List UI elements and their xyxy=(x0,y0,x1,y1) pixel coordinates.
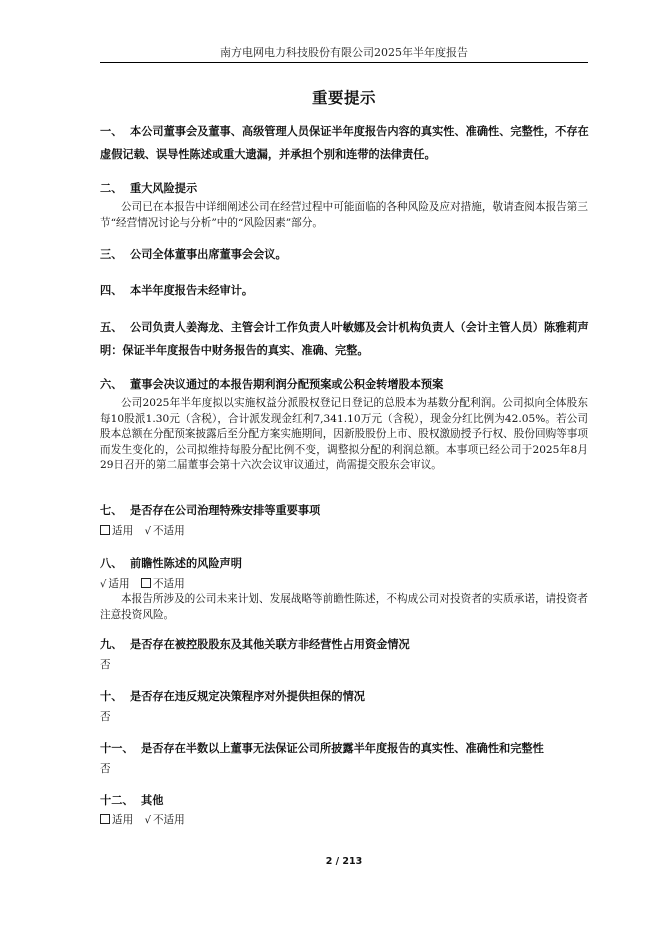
section-title: 是否存在公司治理特殊安排等重要事项 xyxy=(130,503,321,517)
section-9-heading xyxy=(100,634,592,654)
option-label: 不适用 xyxy=(152,814,185,826)
section-10-heading xyxy=(100,686,592,706)
empty-checkbox-icon xyxy=(100,814,110,824)
section-number: 十、 xyxy=(100,689,123,703)
section-number: 十一、 xyxy=(100,741,134,755)
section-text: 公司负责人姜海龙、主管会计工作负责人叶敏娜及会计机构负责人（会计主管人员）陈雅莉声明：保证半年度报告中财务报告的真实、准确、完整。 xyxy=(100,320,589,357)
option-applicable xyxy=(100,812,133,828)
checkmark-icon: √ xyxy=(144,815,151,826)
section-number: 三、 xyxy=(100,247,123,261)
section-title: 公司全体董事出席董事会会议。 xyxy=(130,247,287,261)
empty-checkbox-icon xyxy=(141,578,151,588)
option-applicable xyxy=(100,576,130,593)
section-title: 董事会决议通过的本报告期利润分配预案或公积金转增股本预案 xyxy=(130,377,444,391)
section-number: 四、 xyxy=(100,283,123,297)
option-not-applicable xyxy=(141,576,185,592)
section-2-body: 公司已在本报告中详细阐述公司在经营过程中可能面临的各种风险及应对措施，敬请查阅本报告第三节“经营情况讨论与分析”中的“风险因素”部分。 xyxy=(100,201,588,229)
section-8-heading xyxy=(100,553,592,573)
checkmark-icon: √ xyxy=(100,579,107,590)
section-title: 重大风险提示 xyxy=(130,181,198,195)
option-label: 适用 xyxy=(112,814,134,826)
section-6-heading xyxy=(100,374,592,394)
section-title: 是否存在违反规定决策程序对外提供担保的情况 xyxy=(130,689,365,703)
section-12-options xyxy=(100,812,193,829)
section-title: 前瞻性陈述的风险声明 xyxy=(130,556,242,570)
section-1 xyxy=(100,120,592,166)
section-text: 本公司董事会及董事、高级管理人员保证半年度报告内容的真实性、准确性、完整性，不存在虚假记载、误导性陈述或重大遗漏，并承担个别和连带的法律责任。 xyxy=(100,124,589,161)
option-applicable xyxy=(100,523,133,539)
section-number: 六、 xyxy=(100,377,123,391)
section-title: 其他 xyxy=(141,793,164,807)
section-9-answer: 否 xyxy=(100,659,111,671)
section-12-heading xyxy=(100,790,592,810)
option-label: 不适用 xyxy=(152,525,185,537)
section-6-body: 公司2025年半年度拟以实施权益分派股权登记日登记的总股本为基数分配利润。公司拟向全体股东每10股派1.30元（含税），合计派发现金红利7,341.10万元（含税），现金分红比例为42.05%。若公司股本总额在分配预案披露后至分配方案实施期间，因新股股份上市、股权激励授予行权、股份回购等事项而发生变化的，公司拟维持每股分配比例不变，调整拟分配的利润总额。本事项已经公司于2025年8月29日召开的第二届董事会第十六次会议审议通过，尚需提交股东会审议。 xyxy=(100,397,588,472)
running-header: 南方电网电力科技股份有限公司2025年半年度报告 xyxy=(220,46,468,59)
option-label: 适用 xyxy=(108,578,130,590)
section-number: 一、 xyxy=(100,124,123,138)
section-title: 是否存在半数以上董事无法保证公司所披露半年度报告的真实性、准确性和完整性 xyxy=(141,741,544,755)
section-10-answer: 否 xyxy=(100,711,111,723)
section-8-options xyxy=(100,576,193,593)
option-not-applicable xyxy=(145,523,185,540)
section-4-heading xyxy=(100,280,592,300)
empty-checkbox-icon xyxy=(100,525,110,535)
section-number: 七、 xyxy=(100,503,123,517)
page-number: 2 / 213 xyxy=(325,856,363,867)
header-divider xyxy=(100,62,588,63)
section-number: 二、 xyxy=(100,181,123,195)
section-8-body: 本报告所涉及的公司未来计划、发展战略等前瞻性陈述，不构成公司对投资者的实质承诺，请投资者注意投资风险。 xyxy=(100,593,588,621)
section-number: 十二、 xyxy=(100,793,134,807)
section-title: 本半年度报告未经审计。 xyxy=(130,283,254,297)
checkmark-icon: √ xyxy=(144,526,151,537)
section-5 xyxy=(100,316,592,362)
option-label: 适用 xyxy=(112,525,134,537)
option-not-applicable xyxy=(145,812,185,829)
section-11-heading xyxy=(100,738,592,758)
section-11-answer: 否 xyxy=(100,763,111,775)
section-number: 九、 xyxy=(100,637,123,651)
option-label: 不适用 xyxy=(152,578,185,590)
section-2-heading xyxy=(100,178,592,198)
section-number: 八、 xyxy=(100,556,123,570)
section-7-options xyxy=(100,523,193,540)
section-number: 五、 xyxy=(100,320,123,334)
page-title: 重要提示 xyxy=(311,88,376,107)
section-7-heading xyxy=(100,500,592,520)
section-3-heading xyxy=(100,244,592,264)
section-title: 是否存在被控股股东及其他关联方非经营性占用资金情况 xyxy=(130,637,410,651)
